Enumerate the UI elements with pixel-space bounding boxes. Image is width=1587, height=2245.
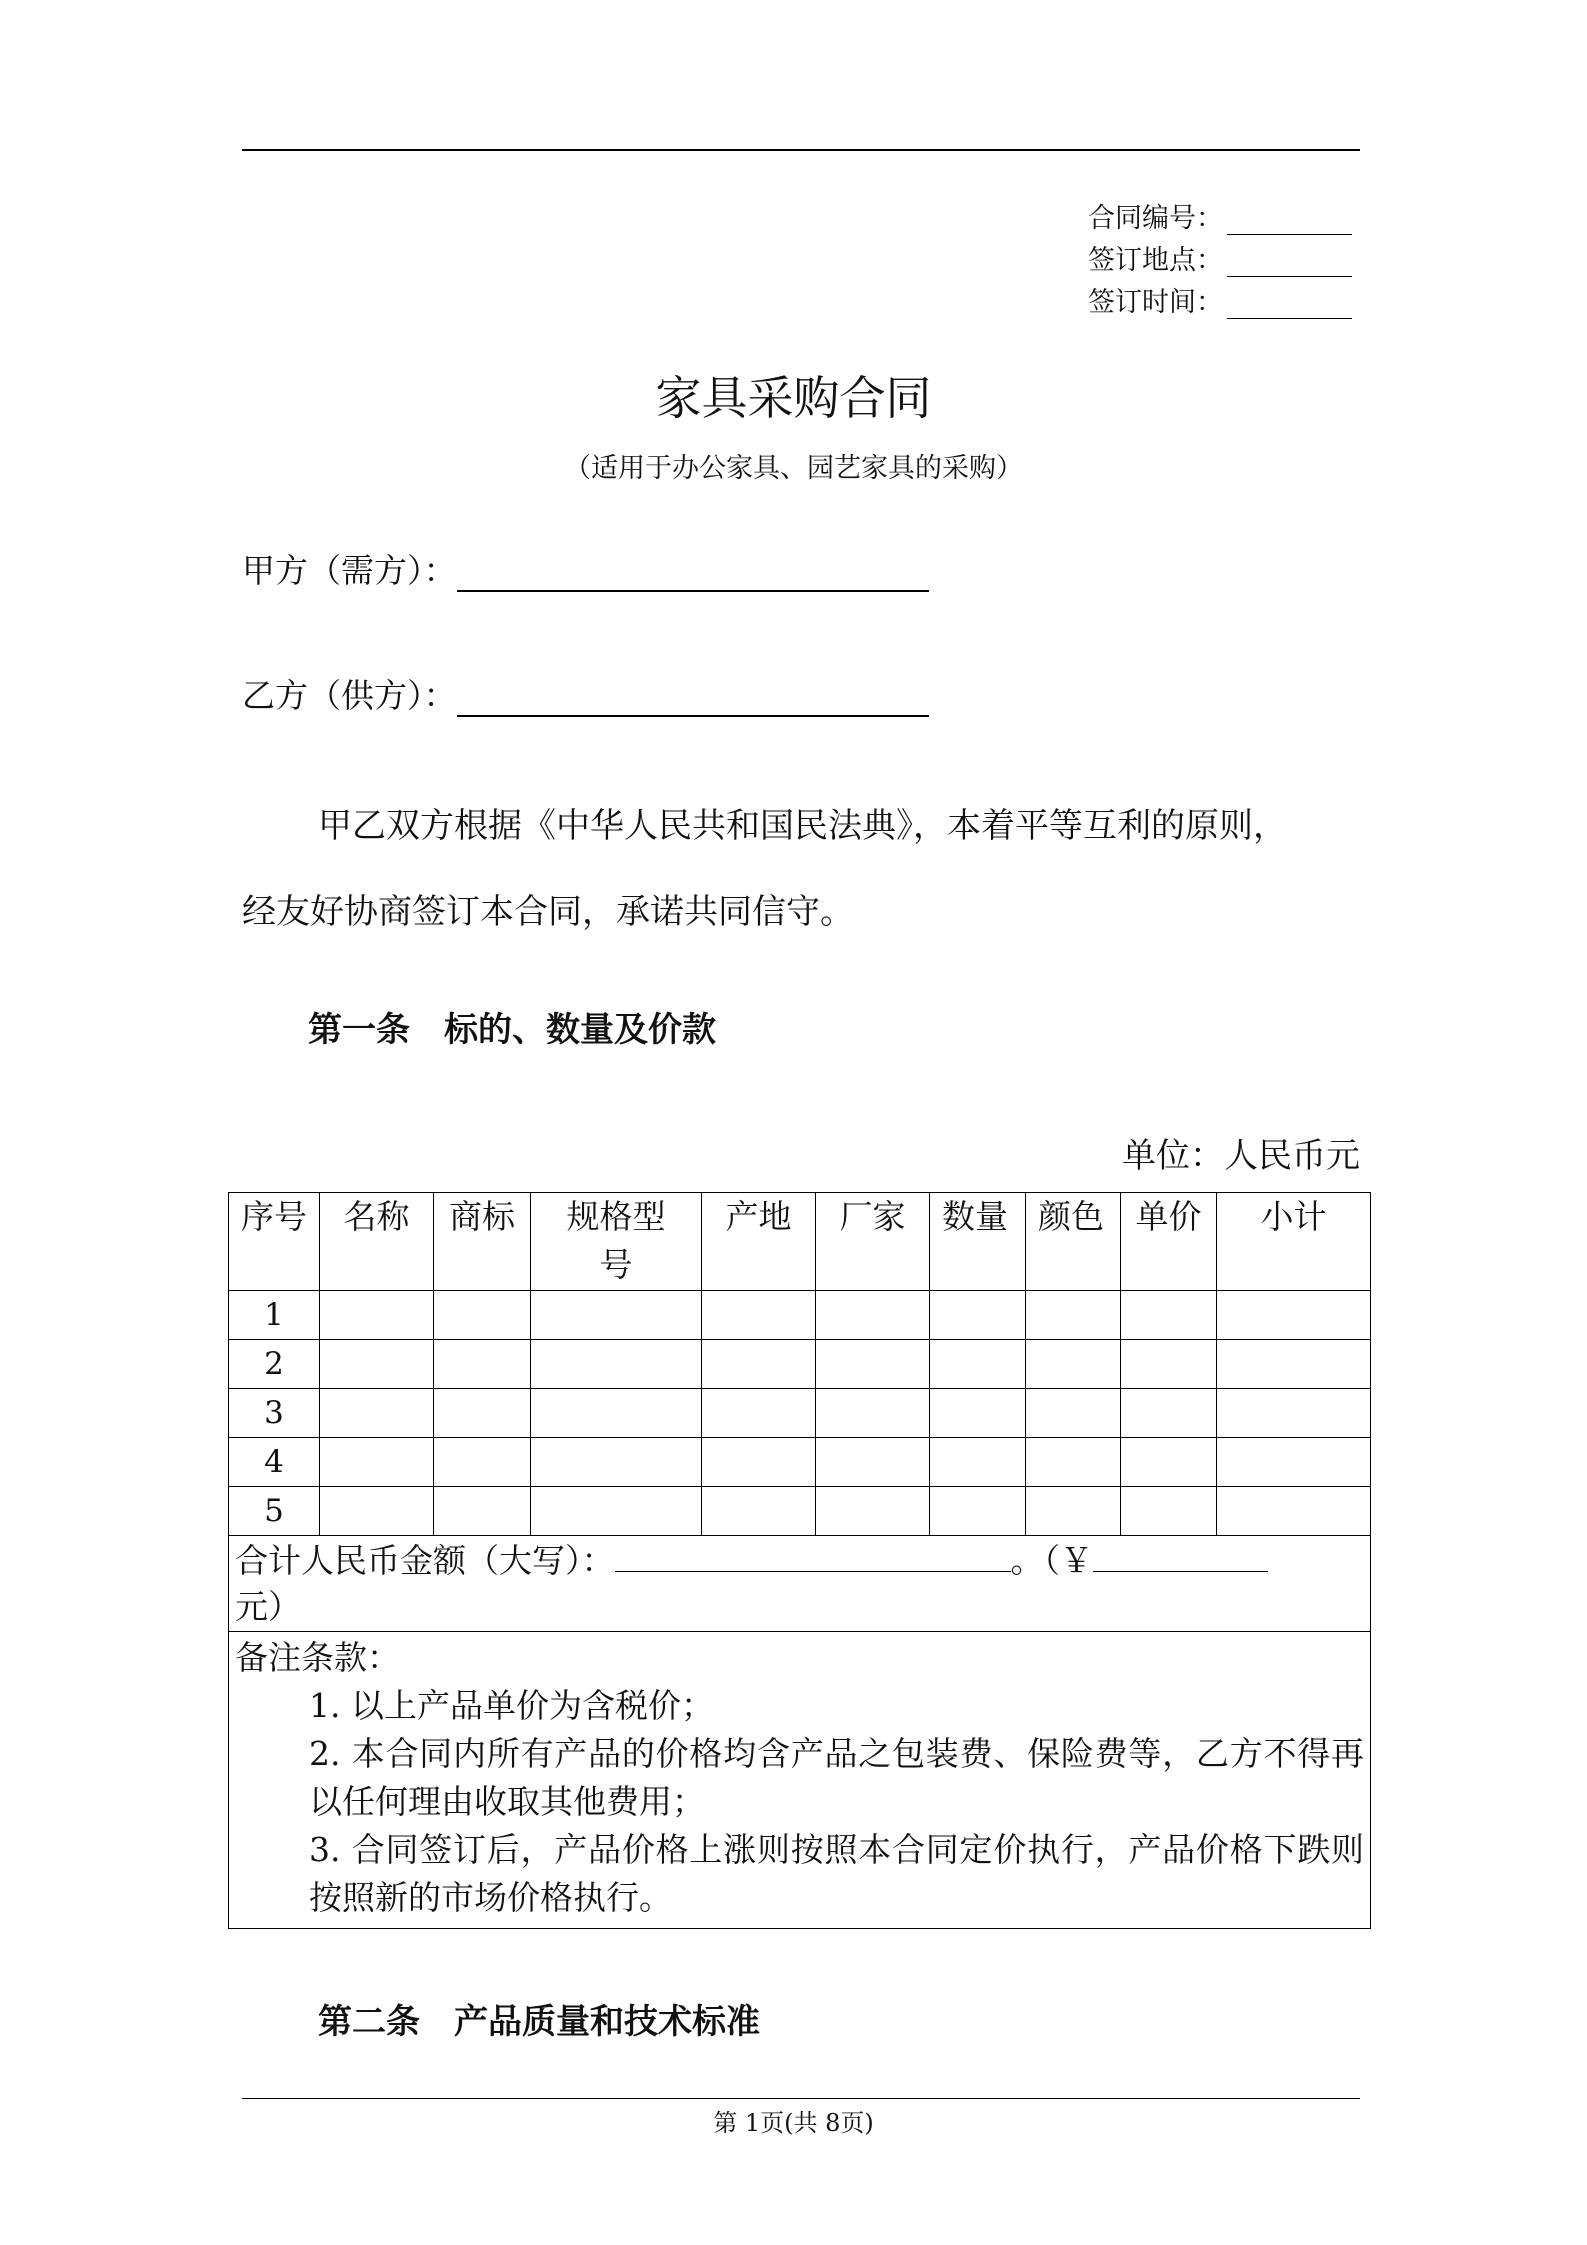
- table-row: [229, 1487, 1371, 1536]
- total-label: 合计人民币金额（大写）：: [235, 1540, 615, 1580]
- table-header-row: [229, 1193, 1371, 1291]
- header-cell: 数量: [930, 1193, 1026, 1291]
- contract-no-field[interactable]: [1227, 206, 1352, 235]
- header-cell: 序号: [229, 1193, 320, 1291]
- total-amount-cell: [229, 1536, 1371, 1632]
- row-number: 1: [229, 1291, 320, 1340]
- table-cell[interactable]: [1121, 1291, 1217, 1340]
- table-cell[interactable]: [816, 1438, 930, 1487]
- intro-paragraph: [242, 783, 1360, 955]
- total-mid-text: 。（￥: [1010, 1540, 1093, 1580]
- sign-place-row: [1088, 235, 1352, 277]
- article-2-heading: [318, 1994, 760, 2043]
- table-cell[interactable]: [1121, 1340, 1217, 1389]
- party-a-label: 甲方（需方）：: [242, 551, 457, 590]
- table-cell[interactable]: [1217, 1389, 1371, 1438]
- table-cell[interactable]: [434, 1487, 531, 1536]
- table-cell[interactable]: [320, 1487, 434, 1536]
- table-row: [229, 1389, 1371, 1438]
- table-cell[interactable]: [434, 1438, 531, 1487]
- contract-no-label: 合同编号：: [1088, 203, 1223, 234]
- table-cell[interactable]: [1026, 1487, 1121, 1536]
- document-subtitle: （适用于办公家具、园艺家具的采购）: [564, 453, 1023, 484]
- header-cell: 商标: [434, 1193, 531, 1291]
- table-cell[interactable]: [816, 1291, 930, 1340]
- table-cell[interactable]: [1217, 1487, 1371, 1536]
- items-table: [228, 1192, 1371, 1929]
- header-cell: 单价: [1121, 1193, 1217, 1291]
- row-number: 2: [229, 1340, 320, 1389]
- table-cell[interactable]: [434, 1340, 531, 1389]
- row-number: 4: [229, 1438, 320, 1487]
- table-cell[interactable]: [1026, 1340, 1121, 1389]
- table-cell[interactable]: [320, 1291, 434, 1340]
- table-cell[interactable]: [1026, 1389, 1121, 1438]
- article-1-title: 标的、数量及价款: [444, 1010, 716, 1050]
- table-cell[interactable]: [930, 1340, 1026, 1389]
- header-cell: 小计: [1217, 1193, 1371, 1291]
- table-cell[interactable]: [816, 1340, 930, 1389]
- table-cell[interactable]: [702, 1438, 816, 1487]
- sign-place-label: 签订地点：: [1088, 245, 1223, 276]
- table-cell[interactable]: [320, 1340, 434, 1389]
- table-cell[interactable]: [930, 1389, 1026, 1438]
- table-cell[interactable]: [531, 1291, 702, 1340]
- table-cell[interactable]: [1026, 1291, 1121, 1340]
- notes-row: [229, 1632, 1371, 1929]
- contract-no-row: [1088, 193, 1352, 235]
- table-cell[interactable]: [531, 1340, 702, 1389]
- table-cell[interactable]: [816, 1389, 930, 1438]
- table-row: [229, 1340, 1371, 1389]
- party-a-row: [242, 545, 929, 592]
- table-cell[interactable]: [702, 1389, 816, 1438]
- total-end-text: 元）: [235, 1586, 301, 1626]
- table-cell[interactable]: [531, 1487, 702, 1536]
- header-cell: 规格型号: [531, 1193, 702, 1291]
- footer-rule: [242, 2098, 1360, 2099]
- intro-line-1: 甲乙双方根据《中华人民共和国民法典》，本着平等互利的原则，: [318, 806, 1287, 846]
- table-cell[interactable]: [702, 1340, 816, 1389]
- table-cell[interactable]: [1026, 1438, 1121, 1487]
- table-cell[interactable]: [531, 1389, 702, 1438]
- header-cell: 产地: [702, 1193, 816, 1291]
- article-2-title: 产品质量和技术标准: [454, 2002, 760, 2042]
- intro-line-2: 经友好协商签订本合同，承诺共同信守。: [242, 892, 854, 932]
- sign-place-field[interactable]: [1227, 248, 1352, 277]
- table-cell[interactable]: [930, 1291, 1026, 1340]
- header-cell: 名称: [320, 1193, 434, 1291]
- sign-time-field[interactable]: [1227, 290, 1352, 319]
- row-number: 3: [229, 1389, 320, 1438]
- total-amount-number-field[interactable]: [1093, 1541, 1268, 1572]
- party-b-field[interactable]: [457, 677, 929, 717]
- note-item: 2. 本合同内所有产品的价格均含产品之包装费、保险费等，乙方不得再以任何理由收取其他费用；: [309, 1734, 1364, 1821]
- table-row: [229, 1438, 1371, 1487]
- header-rule: [242, 149, 1360, 151]
- header-cell: 厂家: [816, 1193, 930, 1291]
- page-number: 第 1页(共 8页): [713, 2109, 874, 2137]
- table-cell[interactable]: [1217, 1291, 1371, 1340]
- table-cell[interactable]: [930, 1438, 1026, 1487]
- contract-meta: [1088, 193, 1352, 319]
- header-cell: 颜色: [1026, 1193, 1121, 1291]
- article-1-heading: [308, 1002, 716, 1051]
- table-cell[interactable]: [320, 1438, 434, 1487]
- article-1-number: 第一条: [308, 1010, 410, 1050]
- table-cell[interactable]: [531, 1438, 702, 1487]
- table-cell[interactable]: [1121, 1487, 1217, 1536]
- table-cell[interactable]: [1121, 1438, 1217, 1487]
- party-b-row: [242, 670, 929, 717]
- table-cell[interactable]: [816, 1487, 930, 1536]
- note-item: 1. 以上产品单价为含税价；: [309, 1686, 714, 1725]
- table-cell[interactable]: [434, 1291, 531, 1340]
- table-cell[interactable]: [1121, 1389, 1217, 1438]
- table-cell[interactable]: [1217, 1340, 1371, 1389]
- table-cell[interactable]: [320, 1389, 434, 1438]
- row-number: 5: [229, 1487, 320, 1536]
- table-cell[interactable]: [702, 1291, 816, 1340]
- sign-time-label: 签订时间：: [1088, 287, 1223, 318]
- currency-unit: 单位：人民币元: [1122, 1136, 1360, 1176]
- total-amount-words-field[interactable]: [615, 1541, 1011, 1572]
- table-cell[interactable]: [434, 1389, 531, 1438]
- party-a-field[interactable]: [457, 552, 929, 592]
- table-cell[interactable]: [1217, 1438, 1371, 1487]
- table-cell[interactable]: [702, 1487, 816, 1536]
- notes-label: 备注条款：: [235, 1638, 400, 1677]
- document-title: 家具采购合同: [655, 371, 932, 425]
- table-row: [229, 1291, 1371, 1340]
- note-item: 3. 合同签订后，产品价格上涨则按照本合同定价执行，产品价格下跌则按照新的市场价格执行。: [309, 1830, 1364, 1917]
- article-2-number: 第二条: [318, 2002, 420, 2042]
- sign-time-row: [1088, 277, 1352, 319]
- notes-cell: [229, 1632, 1371, 1929]
- table-cell[interactable]: [930, 1487, 1026, 1536]
- total-row: [229, 1536, 1371, 1632]
- party-b-label: 乙方（供方）：: [242, 676, 457, 715]
